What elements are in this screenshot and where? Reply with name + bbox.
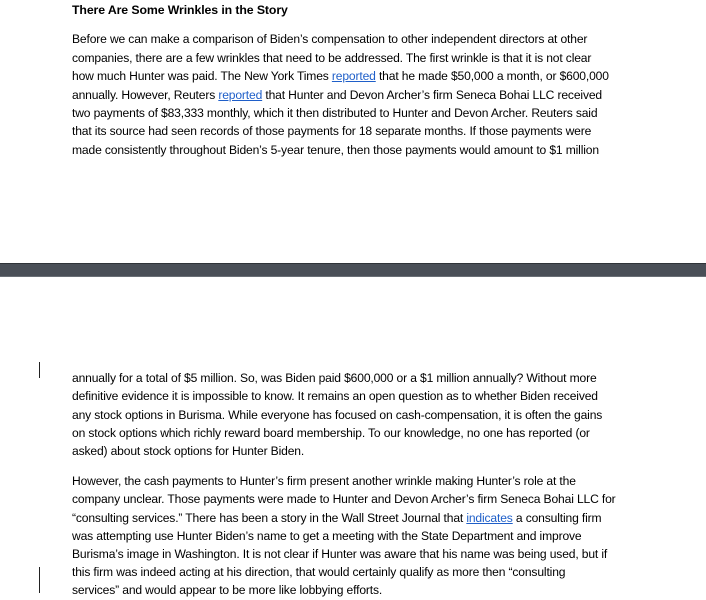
text-span: how much Hunter was paid. The New York Times: [72, 69, 332, 83]
paragraph-line: [72, 67, 609, 85]
paragraph-line: any stock options in Burisma. While everyone has focused on cash-compensation, it is often the gains: [72, 408, 603, 422]
paragraph-line: was attempting use Hunter Biden’s name to get a meeting with the State Department and improve: [72, 529, 582, 543]
change-bar: [39, 567, 40, 593]
paragraph-line: [72, 509, 601, 527]
text-span: “consulting services.” There has been a story in the Wall Street Journal that: [72, 511, 467, 525]
text-span: annually. However, Reuters: [72, 88, 219, 102]
paragraph-line: [72, 86, 602, 104]
paragraph-line: However, the cash payments to Hunter’s firm present another wrinkle making Hunter’s role at the: [72, 474, 576, 488]
document-page-1: [0, 0, 706, 263]
change-bar: [39, 362, 40, 378]
paragraph-line: company unclear. Those payments were made to Hunter and Devon Archer’s firm Seneca Bohai LLC for: [72, 492, 616, 506]
reported-link-nyt[interactable]: reported: [331, 69, 376, 83]
text-span: a consulting firm: [512, 511, 602, 525]
paragraph-line: this firm was indeed acting at his direction, that would certainly qualify as more then “consulting: [72, 565, 566, 579]
paragraph-line: two payments of $83,333 monthly, which it then distributed to Hunter and Devon Archer. Reuters said: [72, 106, 598, 120]
page-break-separator: [0, 263, 706, 277]
section-heading: There Are Some Wrinkles in the Story: [72, 3, 288, 17]
indicates-link[interactable]: indicates: [466, 511, 513, 525]
paragraph-line: Burisma’s image in Washington. It is not clear if Hunter was aware that his name was being used, but if: [72, 547, 608, 561]
reported-link-reuters[interactable]: reported: [218, 88, 263, 102]
paragraph-line: companies, there are a few wrinkles that need to be addressed. The first wrinkle is that it is not clear: [72, 51, 592, 65]
paragraph-line: services” and would appear to be more like lobbying efforts.: [72, 583, 383, 597]
paragraph-line: annually for a total of $5 million. So, was Biden paid $600,000 or a $1 million annually? Without more: [72, 371, 597, 385]
document-page-2: [0, 277, 706, 600]
paragraph-line: made consistently throughout Biden’s 5-year tenure, then those payments would amount to $1 million: [72, 143, 599, 157]
text-span: that Hunter and Devon Archer’s firm Seneca Bohai LLC received: [262, 88, 602, 102]
paragraph-line: definitive evidence it is impossible to know. It remains an open question as to whether Biden received: [72, 389, 598, 403]
paragraph-line: asked) about stock options for Hunter Biden.: [72, 444, 305, 458]
text-span: that he made $50,000 a month, or $600,000: [375, 69, 609, 83]
paragraph-line: that its source had seen records of those payments for 18 separate months. If those payments were: [72, 124, 592, 138]
paragraph-line: on stock options which richly reward board membership. To our knowledge, no one has reported (or: [72, 426, 590, 440]
paragraph-line: Before we can make a comparison of Biden’s compensation to other independent directors at other: [72, 32, 588, 46]
